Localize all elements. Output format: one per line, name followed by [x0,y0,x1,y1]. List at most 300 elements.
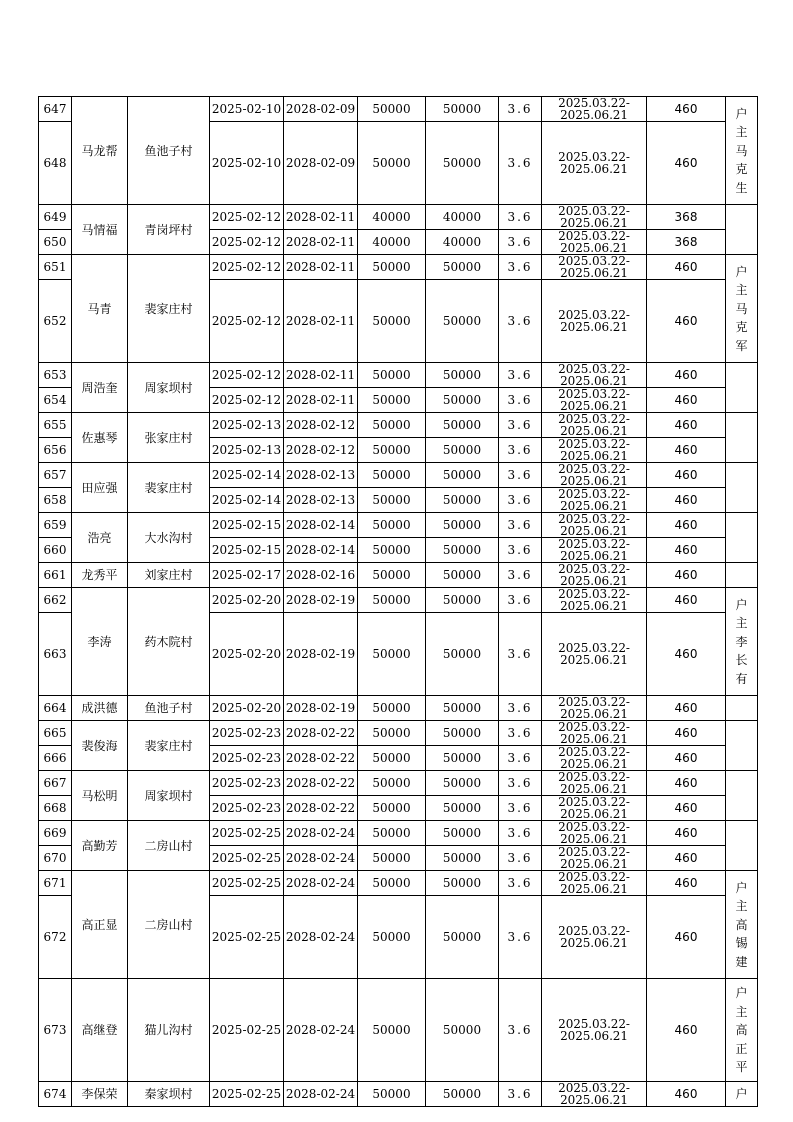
loan-end-date: 2028-02-12 [284,438,358,463]
remark-cell [726,255,758,363]
interest-period: 2025.03.22-2025.06.21 [542,255,647,280]
interest-period: 2025.03.22-2025.06.21 [542,721,647,746]
ledger-body [39,97,758,1107]
loan-start-date: 2025-02-15 [210,513,284,538]
row-number: 662 [39,588,72,613]
loan-amount: 50000 [358,588,426,613]
interest-rate: 3.6 [499,979,542,1082]
interest-period: 2025.03.22-2025.06.21 [542,488,647,513]
loan-start-date: 2025-02-12 [210,280,284,363]
loan-amount: 50000 [358,979,426,1082]
loan-start-date: 2025-02-13 [210,413,284,438]
loan-end-date: 2028-02-11 [284,388,358,413]
interest-rate: 3.6 [499,513,542,538]
table-row [39,363,758,388]
village-name: 二房山村 [128,871,210,979]
loan-amount: 50000 [358,721,426,746]
interest-amount: 460 [647,563,726,588]
loan-end-date: 2028-02-11 [284,363,358,388]
remark-cell [726,513,758,563]
remark-char: 平 [735,1060,748,1074]
remark-char: 军 [735,338,748,353]
row-number: 663 [39,613,72,696]
loan-amount: 50000 [358,1082,426,1107]
remark-char: 主 [735,616,748,630]
loan-balance: 50000 [426,538,499,563]
loan-balance: 50000 [426,721,499,746]
loan-start-date: 2025-02-23 [210,796,284,821]
loan-end-date: 2028-02-24 [284,1082,358,1107]
interest-period: 2025.03.22-2025.06.21 [542,280,647,363]
loan-amount: 50000 [358,122,426,205]
borrower-name: 马龙帮 [72,97,128,205]
interest-rate: 3.6 [499,438,542,463]
interest-rate: 3.6 [499,363,542,388]
loan-end-date: 2028-02-22 [284,796,358,821]
interest-rate: 3.6 [499,588,542,613]
interest-period: 2025.03.22-2025.06.21 [542,821,647,846]
loan-amount: 50000 [358,97,426,122]
loan-amount: 50000 [358,388,426,413]
row-number: 660 [39,538,72,563]
village-name: 裴家庄村 [128,721,210,771]
loan-start-date: 2025-02-20 [210,588,284,613]
interest-amount: 460 [647,488,726,513]
interest-amount: 460 [647,513,726,538]
loan-start-date: 2025-02-23 [210,771,284,796]
loan-start-date: 2025-02-12 [210,255,284,280]
loan-end-date: 2028-02-09 [284,122,358,205]
interest-amount: 460 [647,696,726,721]
loan-end-date: 2028-02-24 [284,871,358,896]
village-name: 张家庄村 [128,413,210,463]
village-name: 二房山村 [128,821,210,871]
loan-balance: 50000 [426,363,499,388]
interest-amount: 460 [647,588,726,613]
row-number: 656 [39,438,72,463]
village-name: 大水沟村 [128,513,210,563]
interest-amount: 460 [647,413,726,438]
loan-start-date: 2025-02-20 [210,613,284,696]
village-name: 药木院村 [128,588,210,696]
loan-start-date: 2025-02-17 [210,563,284,588]
interest-rate: 3.6 [499,871,542,896]
loan-balance: 50000 [426,1082,499,1107]
loan-amount: 50000 [358,513,426,538]
remark-cell [726,363,758,413]
loan-balance: 50000 [426,746,499,771]
loan-start-date: 2025-02-14 [210,488,284,513]
loan-start-date: 2025-02-20 [210,696,284,721]
remark-cell [726,771,758,821]
interest-rate: 3.6 [499,796,542,821]
table-row [39,979,758,1082]
village-name: 鱼池子村 [128,696,210,721]
village-name: 刘家庄村 [128,563,210,588]
loan-end-date: 2028-02-19 [284,613,358,696]
loan-amount: 50000 [358,896,426,979]
loan-balance: 50000 [426,563,499,588]
loan-end-date: 2028-02-19 [284,696,358,721]
interest-period: 2025.03.22-2025.06.21 [542,205,647,230]
interest-period: 2025.03.22-2025.06.21 [542,746,647,771]
interest-amount: 460 [647,846,726,871]
interest-amount: 368 [647,230,726,255]
loan-end-date: 2028-02-22 [284,721,358,746]
interest-period: 2025.03.22-2025.06.21 [542,846,647,871]
interest-rate: 3.6 [499,388,542,413]
borrower-name: 浩亮 [72,513,128,563]
remark-char: 克 [735,162,748,176]
loan-start-date: 2025-02-25 [210,871,284,896]
table-row [39,97,758,122]
interest-amount: 460 [647,613,726,696]
table-row [39,821,758,846]
loan-start-date: 2025-02-13 [210,438,284,463]
remark-char: 锡 [735,936,748,950]
loan-balance: 50000 [426,280,499,363]
loan-end-date: 2028-02-22 [284,771,358,796]
remark-cell [726,721,758,771]
table-row [39,513,758,538]
row-number: 658 [39,488,72,513]
borrower-name: 高继登 [72,979,128,1082]
interest-rate: 3.6 [499,1082,542,1107]
remark-char: 克 [735,320,748,334]
remark-cell [726,979,758,1082]
interest-period: 2025.03.22-2025.06.21 [542,538,647,563]
row-number: 650 [39,230,72,255]
loan-end-date: 2028-02-11 [284,205,358,230]
loan-start-date: 2025-02-10 [210,122,284,205]
row-number: 664 [39,696,72,721]
row-number: 655 [39,413,72,438]
interest-amount: 460 [647,979,726,1082]
table-row [39,588,758,613]
loan-start-date: 2025-02-23 [210,746,284,771]
loan-amount: 50000 [358,463,426,488]
interest-amount: 460 [647,1082,726,1107]
loan-start-date: 2025-02-12 [210,363,284,388]
interest-rate: 3.6 [499,613,542,696]
village-name: 周家坝村 [128,363,210,413]
loan-balance: 50000 [426,122,499,205]
loan-amount: 40000 [358,230,426,255]
loan-amount: 50000 [358,796,426,821]
loan-balance: 40000 [426,230,499,255]
remark-char: 长 [735,653,748,667]
table-row [39,771,758,796]
remark-char: 生 [735,180,748,195]
interest-period: 2025.03.22-2025.06.21 [542,871,647,896]
village-name: 青岗坪村 [128,205,210,255]
loan-end-date: 2028-02-11 [284,230,358,255]
remark-char: 主 [735,899,748,913]
remark-char: 主 [735,1004,748,1019]
loan-amount: 50000 [358,613,426,696]
interest-rate: 3.6 [499,538,542,563]
loan-balance: 40000 [426,205,499,230]
interest-period: 2025.03.22-2025.06.21 [542,388,647,413]
remark-cell [726,821,758,871]
loan-balance: 50000 [426,438,499,463]
loan-start-date: 2025-02-25 [210,821,284,846]
loan-amount: 50000 [358,488,426,513]
loan-start-date: 2025-02-14 [210,463,284,488]
table-row [39,205,758,230]
interest-rate: 3.6 [499,280,542,363]
remark-cell [726,1082,758,1107]
remark-char: 高 [735,1023,748,1037]
interest-amount: 460 [647,363,726,388]
loan-end-date: 2028-02-11 [284,280,358,363]
row-number: 669 [39,821,72,846]
row-number: 654 [39,388,72,413]
row-number: 653 [39,363,72,388]
remark-cell [726,413,758,463]
loan-start-date: 2025-02-25 [210,896,284,979]
loan-balance: 50000 [426,979,499,1082]
loan-amount: 50000 [358,846,426,871]
row-number: 657 [39,463,72,488]
loan-start-date: 2025-02-25 [210,979,284,1082]
row-number: 666 [39,746,72,771]
interest-rate: 3.6 [499,846,542,871]
loan-end-date: 2028-02-24 [284,896,358,979]
interest-rate: 3.6 [499,896,542,979]
remark-char: 建 [735,954,748,969]
loan-start-date: 2025-02-12 [210,230,284,255]
row-number: 670 [39,846,72,871]
borrower-name: 龙秀平 [72,563,128,588]
interest-rate: 3.6 [499,696,542,721]
interest-period: 2025.03.22-2025.06.21 [542,122,647,205]
remark-char: 高 [735,917,748,932]
interest-period: 2025.03.22-2025.06.21 [542,771,647,796]
remark-char: 户 [735,880,748,895]
interest-period: 2025.03.22-2025.06.21 [542,513,647,538]
loan-balance: 50000 [426,696,499,721]
loan-amount: 50000 [358,255,426,280]
interest-rate: 3.6 [499,230,542,255]
village-name: 裴家庄村 [128,255,210,363]
loan-balance: 50000 [426,463,499,488]
remark-cell [726,97,758,205]
loan-balance: 50000 [426,513,499,538]
loan-end-date: 2028-02-12 [284,413,358,438]
loan-amount: 50000 [358,363,426,388]
remark-char: 户 [735,264,748,279]
loan-start-date: 2025-02-23 [210,721,284,746]
borrower-name: 马情福 [72,205,128,255]
loan-amount: 50000 [358,871,426,896]
remark-char: 户 [735,597,748,612]
remark-char: 户 [735,106,748,121]
table-row [39,255,758,280]
remark-char: 户 [735,1087,748,1101]
interest-period: 2025.03.22-2025.06.21 [542,796,647,821]
row-number: 659 [39,513,72,538]
borrower-name: 马松明 [72,771,128,821]
interest-rate: 3.6 [499,746,542,771]
loan-amount: 50000 [358,538,426,563]
loan-amount: 50000 [358,746,426,771]
remark-char: 有 [735,671,748,686]
interest-amount: 460 [647,771,726,796]
remark-char: 李 [735,634,748,649]
interest-rate: 3.6 [499,821,542,846]
loan-amount: 50000 [358,821,426,846]
loan-balance: 50000 [426,97,499,122]
loan-amount: 50000 [358,280,426,363]
row-number: 652 [39,280,72,363]
remark-char: 主 [735,283,748,297]
loan-end-date: 2028-02-11 [284,255,358,280]
loan-balance: 50000 [426,796,499,821]
borrower-name: 高勤芳 [72,821,128,871]
interest-amount: 460 [647,122,726,205]
remark-char: 马 [735,143,748,158]
interest-rate: 3.6 [499,205,542,230]
loan-start-date: 2025-02-12 [210,388,284,413]
table-row [39,721,758,746]
remark-cell [726,563,758,588]
loan-end-date: 2028-02-24 [284,979,358,1082]
remark-cell [726,696,758,721]
table-row [39,463,758,488]
interest-period: 2025.03.22-2025.06.21 [542,563,647,588]
interest-amount: 460 [647,97,726,122]
borrower-name: 马青 [72,255,128,363]
table-row [39,1082,758,1107]
interest-rate: 3.6 [499,771,542,796]
row-number: 667 [39,771,72,796]
loan-amount: 50000 [358,563,426,588]
remark-cell [726,463,758,513]
loan-end-date: 2028-02-14 [284,538,358,563]
borrower-name: 李保荣 [72,1082,128,1107]
loan-start-date: 2025-02-10 [210,97,284,122]
loan-start-date: 2025-02-12 [210,205,284,230]
loan-balance: 50000 [426,846,499,871]
table-row [39,413,758,438]
remark-char: 马 [735,301,748,316]
interest-rate: 3.6 [499,97,542,122]
village-name: 裴家庄村 [128,463,210,513]
borrower-name: 周浩奎 [72,363,128,413]
interest-period: 2025.03.22-2025.06.21 [542,1082,647,1107]
village-name: 猫儿沟村 [128,979,210,1082]
loan-balance: 50000 [426,613,499,696]
loan-amount: 50000 [358,771,426,796]
interest-rate: 3.6 [499,463,542,488]
interest-period: 2025.03.22-2025.06.21 [542,438,647,463]
loan-end-date: 2028-02-22 [284,746,358,771]
interest-rate: 3.6 [499,488,542,513]
borrower-name: 高正显 [72,871,128,979]
interest-amount: 460 [647,871,726,896]
borrower-name: 成洪德 [72,696,128,721]
interest-amount: 460 [647,896,726,979]
loan-end-date: 2028-02-13 [284,463,358,488]
row-number: 672 [39,896,72,979]
table-row [39,696,758,721]
loan-end-date: 2028-02-09 [284,97,358,122]
borrower-name: 佐惠琴 [72,413,128,463]
interest-amount: 460 [647,463,726,488]
interest-amount: 460 [647,746,726,771]
row-number: 648 [39,122,72,205]
row-number: 647 [39,97,72,122]
table-row [39,563,758,588]
interest-period: 2025.03.22-2025.06.21 [542,696,647,721]
interest-period: 2025.03.22-2025.06.21 [542,230,647,255]
loan-start-date: 2025-02-25 [210,846,284,871]
loan-end-date: 2028-02-24 [284,821,358,846]
remark-char: 正 [735,1041,748,1056]
interest-period: 2025.03.22-2025.06.21 [542,463,647,488]
interest-period: 2025.03.22-2025.06.21 [542,588,647,613]
remark-char: 主 [735,125,748,139]
borrower-name: 李涛 [72,588,128,696]
loan-start-date: 2025-02-25 [210,1082,284,1107]
loan-balance: 50000 [426,388,499,413]
interest-amount: 460 [647,388,726,413]
row-number: 671 [39,871,72,896]
row-number: 661 [39,563,72,588]
interest-period: 2025.03.22-2025.06.21 [542,97,647,122]
loan-balance: 50000 [426,588,499,613]
remark-cell [726,205,758,255]
loan-balance: 50000 [426,413,499,438]
interest-period: 2025.03.22-2025.06.21 [542,896,647,979]
loan-amount: 40000 [358,205,426,230]
loan-balance: 50000 [426,871,499,896]
interest-amount: 368 [647,205,726,230]
row-number: 665 [39,721,72,746]
row-number: 668 [39,796,72,821]
interest-rate: 3.6 [499,122,542,205]
loan-amount: 50000 [358,696,426,721]
village-name: 秦家坝村 [128,1082,210,1107]
borrower-name: 田应强 [72,463,128,513]
loan-balance: 50000 [426,488,499,513]
village-name: 鱼池子村 [128,97,210,205]
interest-amount: 460 [647,538,726,563]
interest-period: 2025.03.22-2025.06.21 [542,979,647,1082]
interest-amount: 460 [647,821,726,846]
remark-cell [726,588,758,696]
row-number: 673 [39,979,72,1082]
loan-balance: 50000 [426,896,499,979]
village-name: 周家坝村 [128,771,210,821]
interest-amount: 460 [647,280,726,363]
loan-balance: 50000 [426,771,499,796]
interest-rate: 3.6 [499,721,542,746]
loan-end-date: 2028-02-13 [284,488,358,513]
row-number: 674 [39,1082,72,1107]
loan-amount: 50000 [358,413,426,438]
interest-rate: 3.6 [499,413,542,438]
interest-amount: 460 [647,796,726,821]
row-number: 651 [39,255,72,280]
interest-rate: 3.6 [499,563,542,588]
loan-balance: 50000 [426,255,499,280]
row-number: 649 [39,205,72,230]
loan-end-date: 2028-02-16 [284,563,358,588]
loan-balance: 50000 [426,821,499,846]
interest-amount: 460 [647,255,726,280]
